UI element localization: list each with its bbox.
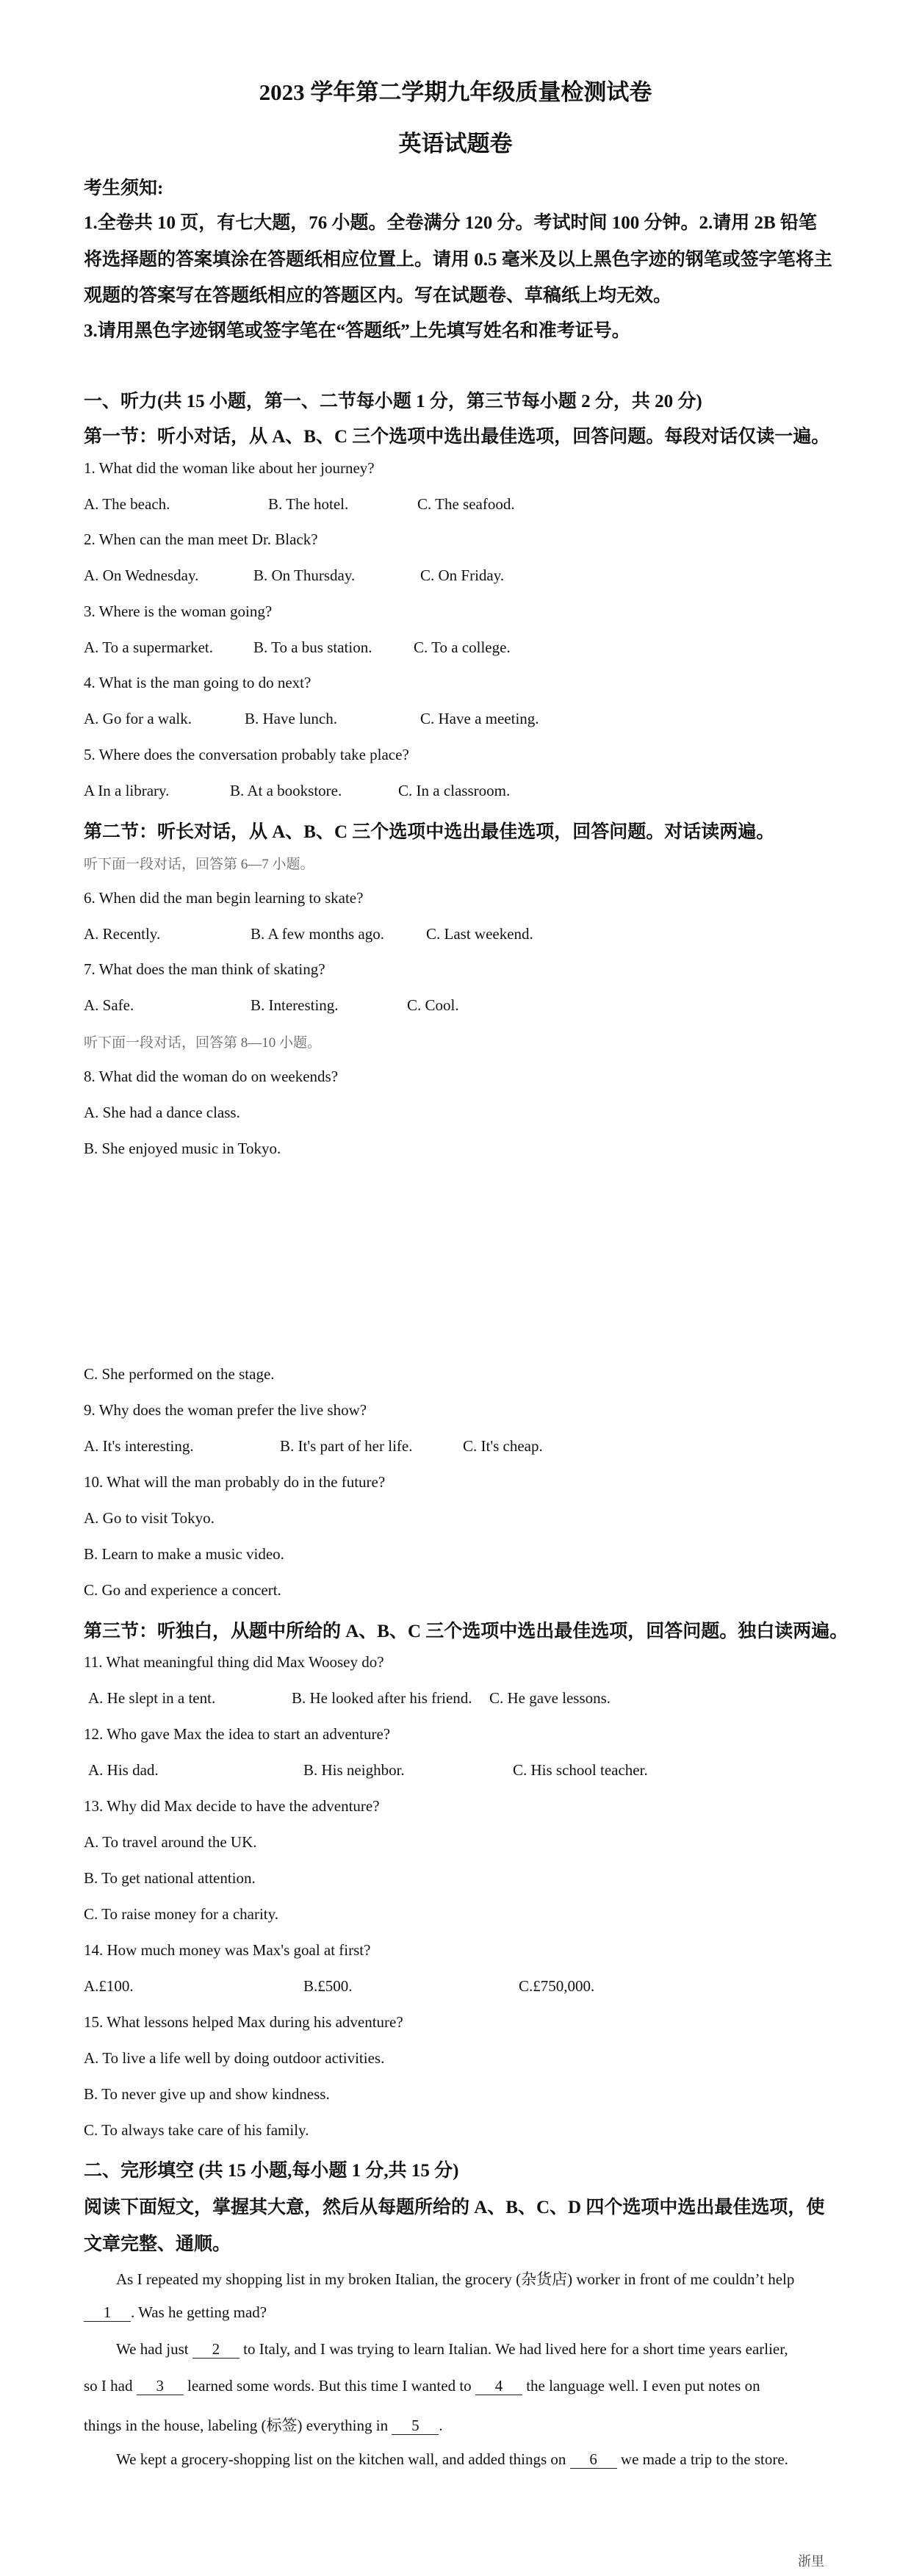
section2-instructions: 第二节：听长对话，从 A、B、C 三个选项中选出最佳选项，回答问题。对话读两遍。 [84,822,775,842]
q1-option-a: A. The beach. [84,495,170,513]
q9-option-b: B. It's part of her life. [280,1437,413,1455]
cloze-instructions-2: 文章完整、通顺。 [84,2234,231,2254]
question-13: 13. Why did Max decide to have the adventure? [84,1797,380,1815]
question-1: 1. What did the woman like about her journey? [84,459,375,477]
question-4: 4. What is the man going to do next? [84,674,312,691]
q2-option-a: A. On Wednesday. [84,566,199,584]
note-8-10: 听下面一段对话，回答第 8—10 小题。 [84,1035,322,1051]
question-7: 7. What does the man think of skating? [84,960,325,978]
q5-option-b: B. At a bookstore. [230,782,342,799]
question-12: 12. Who gave Max the idea to start an adventure? [84,1725,391,1743]
q15-option-a: A. To live a life well by doing outdoor activities. [84,2049,385,2067]
cloze-text: . Was he getting mad? [131,2303,267,2321]
q7-option-a: A. Safe. [84,996,134,1014]
question-6: 6. When did the man begin learning to skate? [84,889,364,907]
notice-line: 观题的答案写在答题纸相应的答题区内。写在试题卷、草稿纸上均无效。 [84,286,672,306]
cloze-text: learned some words. But this time I wanted to [187,2377,472,2395]
cloze-text: the language well. I even put notes on [526,2377,760,2395]
q14-option-a: A.£100. [84,1977,134,1995]
cloze-paragraph-3-line-1 [116,2450,788,2469]
q11-option-c: C. He gave lessons. [489,1689,611,1707]
q12-option-c: C. His school teacher. [513,1761,648,1779]
q4-option-a: A. Go for a walk. [84,710,192,727]
cloze-paragraph-1-line-2 [84,2303,267,2322]
cloze-blank-1[interactable]: 1 [84,2304,131,2322]
q10-option-b: B. Learn to make a music video. [84,1545,284,1563]
q8-option-a: A. She had a dance class. [84,1104,240,1121]
q4-option-c: C. Have a meeting. [420,710,539,727]
cloze-instructions-1: 阅读下面短文，掌握其大意，然后从每题所给的 A、B、C、D 四个选项中选出最佳选项，使 [84,2198,825,2217]
q9-option-a: A. It's interesting. [84,1437,194,1455]
q14-option-b: B.£500. [303,1977,353,1995]
q1-option-c: C. The seafood. [417,495,515,513]
note-6-7: 听下面一段对话，回答第 6—7 小题。 [84,857,314,872]
q9-option-c: C. It's cheap. [463,1437,543,1455]
cloze-heading: 二、完形填空 (共 15 小题,每小题 1 分,共 15 分) [84,2161,459,2181]
cloze-text: . [439,2417,443,2434]
question-5: 5. Where does the conversation probably take place? [84,746,409,763]
exam-subtitle: 英语试题卷 [398,131,513,156]
q1-option-b: B. The hotel. [268,495,349,513]
notice-heading: 考生须知: [84,179,164,198]
q13-option-b: B. To get national attention. [84,1869,256,1887]
cloze-text: things in the house, labeling (标签) everything in [84,2417,389,2434]
q10-option-c: C. Go and experience a concert. [84,1581,281,1599]
cloze-paragraph-2-line-2 [84,2377,760,2395]
notice-line: 将选择题的答案填涂在答题纸相应位置上。请用 0.5 毫米及以上黑色字迹的钢笔或签字笔将主 [84,250,832,270]
question-9: 9. Why does the woman prefer the live show? [84,1401,367,1419]
cloze-text: We had just [116,2340,189,2358]
q12-option-a: A. His dad. [88,1761,159,1779]
q13-option-c: C. To raise money for a charity. [84,1905,279,1923]
q2-option-b: B. On Thursday. [253,566,356,584]
question-2: 2. When can the man meet Dr. Black? [84,530,318,548]
notice-line: 1.全卷共 10 页，有七大题，76 小题。全卷满分 120 分。考试时间 100 分钟。2.请用 2B 铅笔 [84,213,817,233]
q8-option-b: B. She enjoyed music in Tokyo. [84,1140,281,1157]
section3-instructions: 第三节：听独白，从题中所给的 A、B、C 三个选项中选出最佳选项，回答问题。独白读两遍。 [84,1622,849,1641]
q5-option-c: C. In a classroom. [398,782,511,799]
cloze-blank-4[interactable]: 4 [475,2378,522,2395]
q3-option-b: B. To a bus station. [253,638,372,656]
question-10: 10. What will the man probably do in the future? [84,1473,386,1491]
q10-option-a: A. Go to visit Tokyo. [84,1509,215,1527]
cloze-paragraph-2-line-1 [116,2340,788,2359]
q2-option-c: C. On Friday. [420,566,505,584]
q15-option-c: C. To always take care of his family. [84,2121,309,2139]
notice-line: 3.请用黑色字迹钢笔或签字笔在“答题纸”上先填写姓名和准考证号。 [84,321,630,341]
footer-mark: 浙里 [798,2554,824,2569]
q4-option-b: B. Have lunch. [245,710,337,727]
q12-option-b: B. His neighbor. [303,1761,405,1779]
q6-option-c: C. Last weekend. [426,925,533,943]
cloze-text: to Italy, and I was trying to learn Italian. We had lived here for a short time years earlier, [243,2340,788,2358]
cloze-paragraph-2-line-3 [84,2414,443,2436]
q11-option-b: B. He looked after his friend. [292,1689,472,1707]
q11-option-a: A. He slept in a tent. [88,1689,216,1707]
q8-option-c: C. She performed on the stage. [84,1365,275,1383]
q13-option-a: A. To travel around the UK. [84,1833,257,1851]
exam-title: 2023 学年第二学期九年级质量检测试卷 [259,79,652,105]
question-11: 11. What meaningful thing did Max Woosey do? [84,1653,384,1671]
q15-option-b: B. To never give up and show kindness. [84,2085,330,2103]
section1-instructions: 第一节：听小对话，从 A、B、C 三个选项中选出最佳选项，回答问题。每段对话仅读一遍。 [84,427,830,447]
question-3: 3. Where is the woman going? [84,602,273,620]
q3-option-a: A. To a supermarket. [84,638,214,656]
q3-option-c: C. To a college. [414,638,511,656]
cloze-blank-3[interactable]: 3 [137,2378,184,2395]
listening-heading: 一、听力(共 15 小题，第一、二节每小题 1 分，第三节每小题 2 分，共 20 分) [84,392,702,411]
question-14: 14. How much money was Max's goal at first? [84,1941,371,1959]
q14-option-c: C.£750,000. [519,1977,595,1995]
cloze-text: so I had [84,2377,133,2395]
q7-option-b: B. Interesting. [251,996,339,1014]
q6-option-b: B. A few months ago. [251,925,384,943]
cloze-blank-6[interactable]: 6 [570,2451,617,2469]
cloze-text: we made a trip to the store. [620,2450,788,2468]
question-8: 8. What did the woman do on weekends? [84,1068,339,1085]
cloze-blank-5[interactable]: 5 [392,2417,439,2435]
cloze-blank-2[interactable]: 2 [192,2341,240,2359]
cloze-paragraph-1-line-1: As I repeated my shopping list in my broken Italian, the grocery (杂货店) worker in front of me couldn’t help [116,2270,795,2288]
question-15: 15. What lessons helped Max during his adventure? [84,2013,403,2031]
q7-option-c: C. Cool. [407,996,459,1014]
q5-option-a: A In a library. [84,782,170,799]
q6-option-a: A. Recently. [84,925,161,943]
cloze-text: We kept a grocery-shopping list on the kitchen wall, and added things on [116,2450,566,2468]
